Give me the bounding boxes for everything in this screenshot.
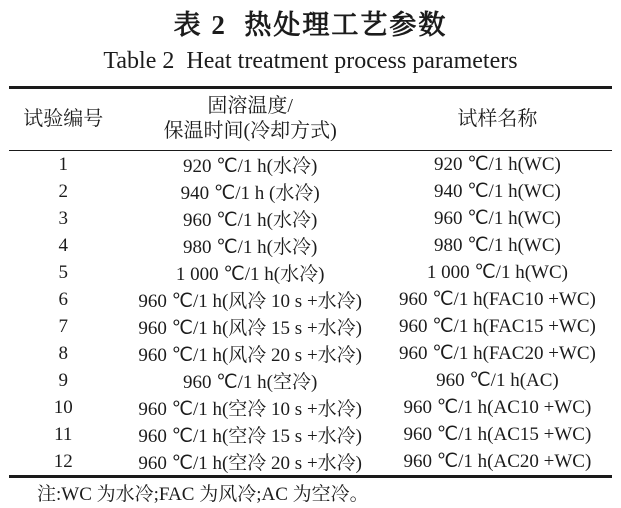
cell-process: 960 ℃/1 h(风冷 20 s +水冷) bbox=[138, 345, 362, 366]
header-sample-name bbox=[383, 88, 612, 151]
cell-process: 960 ℃/1 h(水冷) bbox=[183, 210, 318, 231]
cell-sample: 960 ℃/1 h(FAC10 +WC) bbox=[398, 289, 596, 310]
cell-test-number: 5 bbox=[58, 261, 69, 283]
cell-test-number: 10 bbox=[53, 396, 73, 418]
table-row bbox=[9, 178, 612, 205]
cell-sample: 940 ℃/1 h(WC) bbox=[433, 181, 561, 202]
cell-process: 960 ℃/1 h(风冷 10 s +水冷) bbox=[138, 291, 362, 312]
cell-sample: 960 ℃/1 h(FAC20 +WC) bbox=[398, 343, 596, 364]
table-row bbox=[9, 286, 612, 313]
header-process bbox=[118, 88, 383, 151]
heat-treatment-table bbox=[9, 86, 612, 478]
cell-sample: 960 ℃/1 h(AC20 +WC) bbox=[403, 451, 592, 472]
cell-test-number: 1 bbox=[58, 153, 69, 175]
table-body bbox=[9, 151, 612, 477]
table-row bbox=[9, 394, 612, 421]
cell-sample: 1 000 ℃/1 h(WC) bbox=[426, 262, 568, 283]
table-footnote: 注:WC 为水冷;FAC 为风冷;AC 为空冷。 bbox=[37, 484, 369, 505]
table-row bbox=[9, 340, 612, 367]
cell-sample: 920 ℃/1 h(WC) bbox=[433, 154, 561, 175]
cell-test-number: 3 bbox=[58, 207, 69, 229]
table-row bbox=[9, 259, 612, 286]
cell-test-number: 9 bbox=[58, 369, 69, 391]
cell-process: 960 ℃/1 h(空冷) bbox=[183, 372, 318, 393]
cell-test-number: 8 bbox=[58, 342, 69, 364]
cell-process: 960 ℃/1 h(空冷 20 s +水冷) bbox=[138, 453, 362, 474]
cell-sample: 960 ℃/1 h(FAC15 +WC) bbox=[398, 316, 596, 337]
cell-process: 920 ℃/1 h(水冷) bbox=[183, 156, 318, 177]
table-row bbox=[9, 421, 612, 448]
cell-sample: 960 ℃/1 h(AC10 +WC) bbox=[403, 397, 592, 418]
table-row bbox=[9, 313, 612, 340]
cell-sample: 960 ℃/1 h(AC) bbox=[436, 370, 559, 391]
table-row bbox=[9, 205, 612, 232]
cell-process: 960 ℃/1 h(风冷 15 s +水冷) bbox=[138, 318, 362, 339]
table-row bbox=[9, 151, 612, 179]
table-title-chinese: 表 2 热处理工艺参数 bbox=[173, 10, 448, 40]
cell-process: 940 ℃/1 h (水冷) bbox=[180, 183, 320, 204]
header-process-line2: 保温时间(冷却方式) bbox=[163, 120, 337, 142]
header-test-number-label: 试验编号 bbox=[23, 107, 104, 130]
cell-sample: 980 ℃/1 h(WC) bbox=[433, 235, 561, 256]
cell-test-number: 4 bbox=[58, 234, 69, 256]
header-sample-name-label: 试样名称 bbox=[457, 107, 538, 130]
cell-process: 1 000 ℃/1 h(水冷) bbox=[175, 264, 325, 285]
cell-test-number: 2 bbox=[58, 180, 69, 202]
table-row bbox=[9, 367, 612, 394]
table-title-english: Table 2 Heat treatment process parameters bbox=[103, 48, 518, 74]
header-row bbox=[9, 88, 612, 151]
cell-sample: 960 ℃/1 h(WC) bbox=[433, 208, 561, 229]
cell-test-number: 7 bbox=[58, 315, 69, 337]
cell-test-number: 11 bbox=[54, 423, 73, 445]
header-process-line1: 固溶温度/ bbox=[207, 95, 293, 117]
cell-test-number: 6 bbox=[58, 288, 69, 310]
cell-process: 960 ℃/1 h(空冷 15 s +水冷) bbox=[138, 426, 362, 447]
cell-sample: 960 ℃/1 h(AC15 +WC) bbox=[403, 424, 592, 445]
header-test-number bbox=[9, 88, 118, 151]
cell-test-number: 12 bbox=[53, 450, 73, 472]
table-row bbox=[9, 448, 612, 477]
cell-process: 980 ℃/1 h(水冷) bbox=[183, 237, 318, 258]
table-header bbox=[9, 88, 612, 151]
cell-process: 960 ℃/1 h(空冷 10 s +水冷) bbox=[138, 399, 362, 420]
table-row bbox=[9, 232, 612, 259]
